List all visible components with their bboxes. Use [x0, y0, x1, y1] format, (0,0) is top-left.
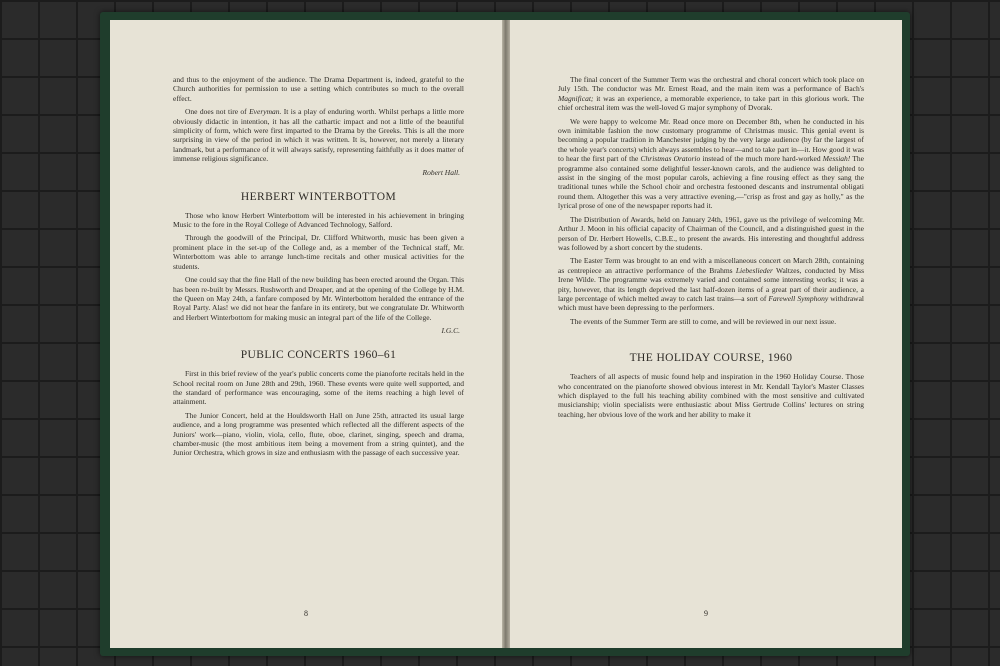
section-heading: PUBLIC CONCERTS 1960–61 — [240, 349, 397, 362]
paragraph — [558, 117, 864, 211]
text-run: One does not tire of — [185, 107, 250, 117]
text-run: The final concert of the Summer Term was the orchestral and choral concert which took place on July 15th. The conductor was Mr. Ernest Read, and the main item was a performance of Bach's — [558, 75, 864, 94]
text-run: We were happy to welcome Mr. Read once more on December 8th, when he conducted in his own inimitable fashion the now customary programme of Christmas music. This genial event is becoming a popular tradition in Manchester judging by the very large audience (by far the largest of the whole year's concerts) which always assembles to hear—and to take part in—it. How good it was to hear the first part of the — [558, 116, 864, 164]
italic-title: Liebeslieder — [735, 265, 773, 275]
paragraph: One could say that the fine Hall of the new building has been erected around the Organ. This has been re-built by Messrs. Rushworth and Dreaper, and at the opening of the College by H.M. the Queen on May 24th, a fanfare composed by Mr. Winterbottom heralded the entrance of the Royal Party. Alas! we did not hear the fanfare in its entirety, but we congratulate Dr. Whitworth and Herbert Winterbottom for making music an integral part of the life of the College. — [173, 275, 464, 322]
paragraph: First in this brief review of the year's public concerts come the pianoforte recitals held in the School recital room on June 28th and 29th, 1960. These events were quite well supported, and the standard of performance was encouraging, some of the items reaching a high level of attainment. — [173, 369, 464, 407]
paragraph — [558, 256, 864, 312]
italic-title: Christmas Oratorio — [640, 154, 701, 164]
right-page — [510, 20, 902, 648]
signature: I.G.C. — [441, 326, 460, 336]
text-run: The programme also contained some delightful lesser-known carols, and the audience was delighted to assist in the singing of the most popular carols, achieving a fine rousing effect as they sang the traditional tunes while the School choir and orchestra festooned descants and instrumental obligati round them. Altogether this was a very attractive evening,—"crisp as frost and gay as holly," as the lyrical prose of one of the newspaper reports had it. — [558, 154, 865, 211]
paragraph — [558, 75, 864, 113]
booklet — [100, 12, 910, 656]
spacer — [558, 330, 864, 346]
text-run: The Easter Term was brought to an end with a miscellaneous concert on March 28th, containing as centrepiece an attractive performance of the Brahms — [558, 256, 864, 275]
italic-title: Farewell Symphony — [768, 293, 829, 303]
text-run: It is a play of enduring worth. Whilst perhaps a little more obviously didactic in intention, it has all the cathartic impact and not a little of the beautiful simplicity of form, which were first imparted to the Drama by the Greeks. This is all the more surprising in view of the period in which it was written. It is, however, not merely a literary landmark, but a performance of it will always satisfy, representing faithfully as it does matter of immense religious significance. — [173, 107, 464, 164]
page-number: 9 — [704, 609, 708, 618]
paragraph: The Distribution of Awards, held on January 24th, 1961, gave us the privilege of welcoming Mr. Arthur J. Moon in his official capacity of Chairman of the Council, and a distinguished guest in the person of Dr. Herbert Howells, C.B.E., to present the awards. His interesting and thoughtful address was followed by a short concert by the students. — [558, 214, 864, 252]
paragraph: Teachers of all aspects of music found help and inspiration in the 1960 Holiday Course. Those who concentrated on the pianoforte showed obvious interest in Mr. Kendall Taylor's Master Classes which displayed to the full his teaching ability combined with the most sensitive and cultivated musicianship; violin specialists were enthusiastic about Miss Gertrude Collins' lectures on string teaching, her obvious love of the work and her ability to make it — [558, 372, 864, 419]
paragraph — [173, 107, 464, 163]
text-run: withdrawal which must have been depressing to the performers. — [558, 293, 864, 313]
text-run: instead of the much more hard-worked — [700, 154, 823, 164]
paragraph: The Junior Concert, held at the Houldsworth Hall on June 25th, attracted its usual large audience, and a long programme was presented which reflected all the different aspects of the Juniors' work—piano, violin, viola, cello, flute, oboe, clarinet, singing, speech and drama, chamber-music (the most ambitious item being a movement from a string quintet), and the Junior Orchestra, which grows in size and enthusiasm with the passage of each successive year. — [173, 410, 464, 458]
text-run: Waltzes, conducted by Miss Irene Wilde. The programme was extremely varied and contained some interesting works; it was a pity, however, that its length deprived the last half-dozen items of a great part of their audience, a large percentage of which melted away to catch last trains—a sort of — [558, 265, 864, 303]
italic-title: Messiah! — [822, 154, 851, 164]
section-heading: HERBERT WINTERBOTTOM — [240, 190, 397, 203]
paragraph: Through the goodwill of the Principal, Dr. Clifford Whitworth, music has been given a prominent place in the set-up of the College and, as a member of the Technical staff, Mr. Winterbottom was able to arrange lunch-time recitals and other musical activities for the students. — [173, 233, 464, 271]
paragraph: Those who know Herbert Winterbottom will be interested in his achievement in bringing Music to the fore in the Royal College of Advanced Technology, Salford. — [173, 210, 464, 230]
section-heading: THE HOLIDAY COURSE, 1960 — [629, 352, 793, 365]
text-run: it was an experience, a memorable experience, to take part in this glorious work. The chief orchestral item was the well-loved G major symphony of Dvorak. — [558, 93, 864, 113]
italic-title: Magnificat; — [558, 93, 594, 103]
signature: Robert Hall. — [422, 167, 460, 177]
left-page — [110, 20, 502, 648]
paragraph: The events of the Summer Term are still to come, and will be reviewed in our next issue. — [570, 316, 837, 326]
page-number: 8 — [304, 609, 308, 618]
italic-title: Everyman. — [249, 107, 282, 117]
paragraph: and thus to the enjoyment of the audience. The Drama Department is, indeed, grateful to the Church authorities for permission to use a setting which contributes so much to the overall effect. — [173, 75, 464, 103]
page-gutter — [502, 20, 510, 648]
